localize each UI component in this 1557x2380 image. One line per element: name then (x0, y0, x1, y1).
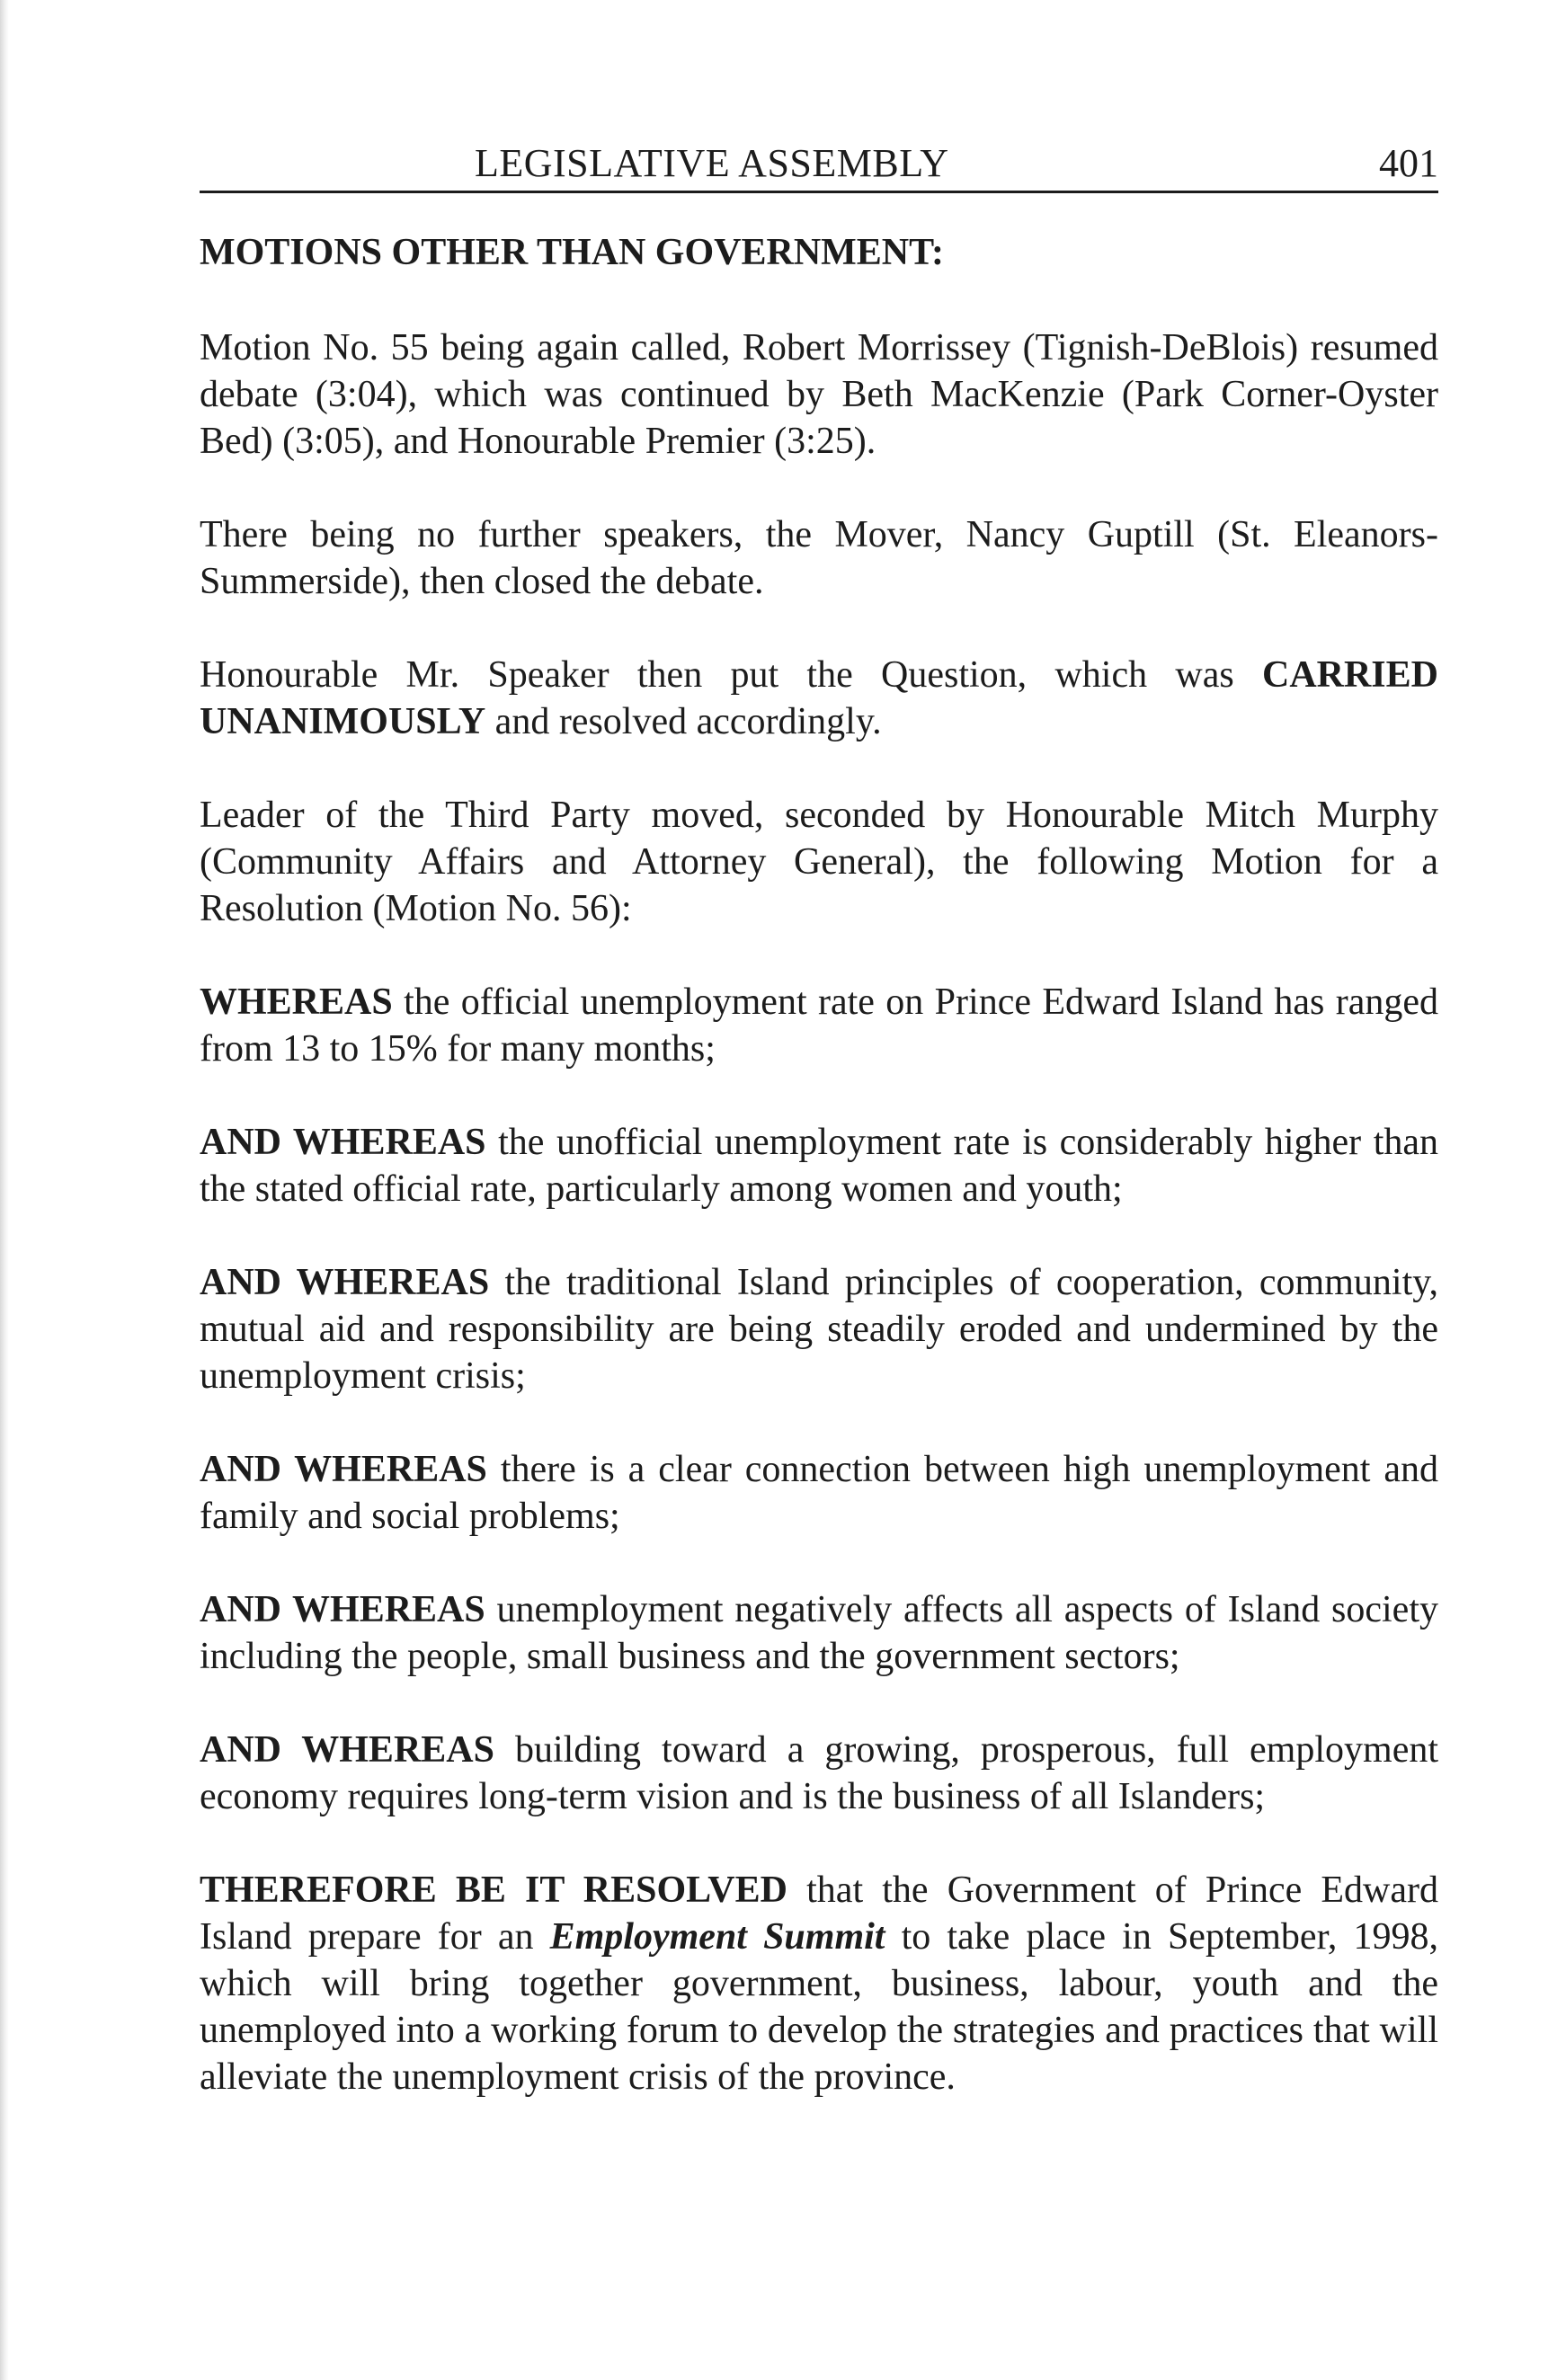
question-text-before: Honourable Mr. Speaker then put the Question, which was (200, 654, 1262, 696)
paragraph-debate-closed: There being no further speakers, the Mover, Nancy Guptill (St. Eleanors-Summerside), then closed the debate. (200, 514, 1438, 602)
question-text-after: and resolved accordingly. (485, 701, 882, 742)
paragraph-motion-55-debate: Motion No. 55 being again called, Robert Morrissey (Tignish-DeBlois) resumed debate (3:04), which was continued by Beth MacKenzie (Park Corner-Oyster Bed) (3:05), and Honourable Premier (3:25). (200, 327, 1438, 462)
whereas-lead: AND WHEREAS (200, 1449, 487, 1490)
resolved-text-after: to take place in September, 1998, which will bring together government, business, labour, youth and the unemployed into a working forum to develop the strategies and practices that will alleviate the unemployment crisis of the province. (200, 1916, 1438, 2098)
page-edge-shadow (0, 0, 9, 2380)
whereas-lead: AND WHEREAS (200, 1122, 486, 1163)
employment-summit-label: Employment Summit (549, 1916, 885, 1958)
whereas-lead: WHEREAS (200, 981, 393, 1023)
section-heading: MOTIONS OTHER THAN GOVERNMENT: (200, 232, 945, 273)
whereas-text: building toward a growing, prosperous, full employment economy requires long-term vision and is the business of all Islanders; (200, 1729, 1438, 1817)
whereas-clause-5 (200, 1586, 1438, 1680)
page-body (200, 229, 1438, 2147)
whereas-text: there is a clear connection between high unemployment and family and social problems; (200, 1449, 1439, 1537)
header-rule (200, 191, 1438, 193)
resolved-text-before: that the Government of Prince Edward Island prepare for an (200, 1869, 1438, 1958)
whereas-clause-2 (200, 1119, 1438, 1212)
page-number: 401 (1379, 141, 1438, 185)
whereas-text: unemployment negatively affects all aspects of Island society including the people, small business and the government sectors; (200, 1589, 1438, 1677)
whereas-text: the traditional Island principles of cooperation, community, mutual aid and responsibility are being steadily eroded and undermined by the unemployment crisis; (200, 1262, 1439, 1397)
whereas-lead: AND WHEREAS (200, 1589, 485, 1630)
whereas-clause-4 (200, 1446, 1438, 1540)
whereas-text: the unofficial unemployment rate is considerably higher than the stated official rate, particularly among women and youth; (200, 1122, 1438, 1210)
whereas-clause-6 (200, 1727, 1438, 1820)
carried-unanimously-label: CARRIED UNANIMOUSLY (200, 654, 1438, 742)
whereas-lead: AND WHEREAS (200, 1729, 494, 1771)
paragraph-question-carried (200, 652, 1438, 745)
whereas-clause-3 (200, 1259, 1438, 1399)
whereas-text: the official unemployment rate on Prince Edward Island has ranged from 13 to 15% for many months; (200, 981, 1438, 1070)
whereas-lead: AND WHEREAS (200, 1262, 490, 1303)
whereas-clause-1 (200, 979, 1438, 1072)
page-header (200, 135, 1438, 198)
paragraph-motion-56-intro: Leader of the Third Party moved, seconded by Honourable Mitch Murphy (Community Affairs and Attorney General), the following Motion for a Resolution (Motion No. 56): (200, 795, 1438, 929)
resolved-clause (200, 1867, 1438, 2100)
running-head: LEGISLATIVE ASSEMBLY (475, 141, 949, 185)
resolved-lead: THEREFORE BE IT RESOLVED (200, 1869, 787, 1911)
